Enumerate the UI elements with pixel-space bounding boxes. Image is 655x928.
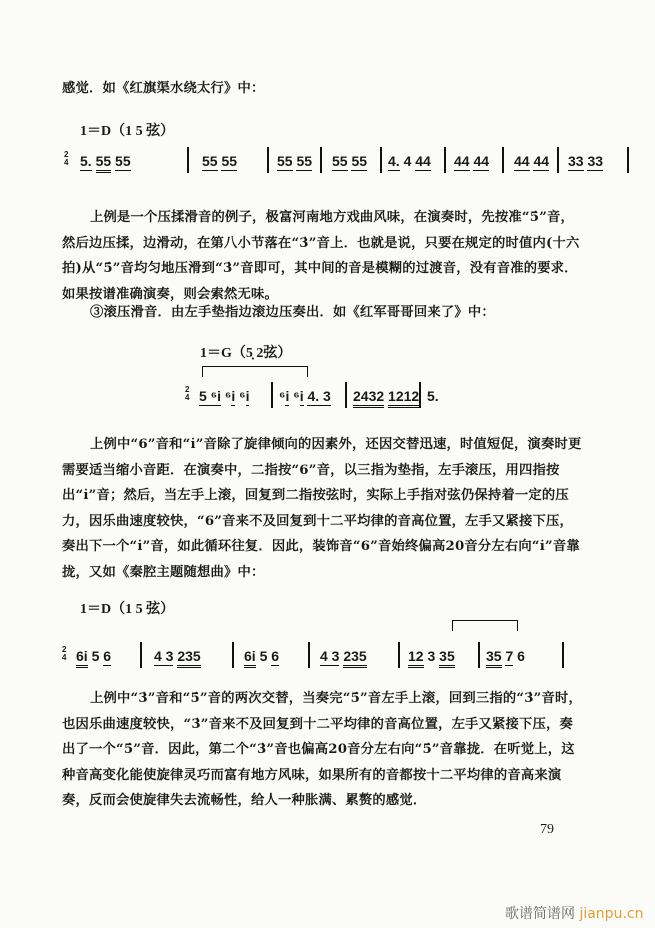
measure: 33 33 — [568, 153, 604, 169]
example2-key-signature: 1＝G（5̣ 2弦） — [200, 346, 292, 361]
barline — [419, 382, 421, 408]
measure: 4 3 235 — [320, 648, 367, 664]
barline — [345, 382, 347, 408]
barline — [380, 147, 382, 173]
barline — [502, 147, 504, 173]
measure: 5 ⁶i ⁶i ⁶i — [199, 388, 250, 404]
time-signature: 2 4 — [64, 150, 69, 167]
measure: 55 55 — [202, 153, 238, 169]
barline — [308, 642, 310, 668]
watermark-site: jianpu.cn — [579, 906, 644, 922]
barline — [320, 147, 322, 173]
example3-score — [62, 638, 582, 674]
example1-key-signature: 1＝D（1 5 弦） — [80, 124, 175, 139]
example3-key-signature: 1＝D（1 5 弦） — [80, 602, 175, 617]
example3-bracket — [452, 620, 518, 631]
page-number: 79 — [540, 822, 554, 837]
time-signature: 2 4 — [185, 385, 190, 402]
paragraph-3: 上例中“6”音和“i̇”音除了旋律倾向的因素外，还因交替迅速，时值短促，演奏时更需要适当缩小音距．在演奏中，二指按“6”音，以三指为垫指，左手滚压，用四指按出“i̇”音；然后，当左手上滚，回复到二指按弦时，实际上手指对弦仍保持着一定的压力，因乐曲速度较快，“6”音来不及回复到十二平均律的音高位置，左手又紧接下压，奏出下一个“i̇”音，如此循环往复．因此，装饰音“6”音始终偏高20音分左右向“i̇”音靠拢，又如《秦腔主题随想曲》中： — [62, 437, 582, 580]
barline — [562, 642, 564, 668]
measure: 6i 5 6 — [244, 648, 279, 664]
barline — [444, 147, 446, 173]
measure: 5. 55 55 — [80, 153, 131, 169]
paragraph-1: 上例是一个压揉滑音的例子，极富河南地方戏曲风味，在演奏时，先按准“5̇”音，然后边压揉，边滑动，在第八小节落在“3̇”音上．也就是说，只要在规定的时值内(十六拍)从“5̇”音均匀地压滑到“3̇”音即可，其中间的音是模糊的过渡音，没有音准的要求．如果按谱准确演奏，则会索然无味。 — [62, 210, 580, 302]
example2-score — [185, 378, 485, 414]
barline — [627, 147, 629, 173]
barline — [398, 642, 400, 668]
measure: 12 3 35 — [408, 648, 455, 664]
time-signature: 2 4 — [62, 645, 67, 662]
barline — [478, 642, 480, 668]
watermark-text: 歌谱简谱网 — [505, 906, 575, 922]
example2-bracket — [202, 366, 308, 377]
measure: ⁶i ⁶i 4. 3 — [279, 388, 331, 404]
measure: 5. — [427, 388, 439, 404]
paragraph-2: ③滚压滑音．由左手垫指边滚边压奏出．如《红军哥哥回来了》中： — [90, 305, 495, 320]
measure: 35 7 6 — [486, 648, 525, 664]
intro-line: 感觉．如《红旗渠水绕太行》中： — [62, 81, 265, 96]
barline — [557, 147, 559, 173]
measure: 6i 5 6 — [76, 648, 111, 664]
barline — [140, 642, 142, 668]
example1-score — [62, 143, 604, 179]
barline — [232, 642, 234, 668]
measure: 44 44 — [514, 153, 550, 169]
measure: 2432 1212 — [353, 388, 419, 404]
watermark — [505, 903, 643, 923]
measure: 44 44 — [454, 153, 490, 169]
measure: 55 55 — [277, 153, 313, 169]
barline — [267, 147, 269, 173]
barline — [271, 382, 273, 408]
measure: 55 55 — [332, 153, 368, 169]
measure: 4 3 235 — [154, 648, 201, 664]
measure: 4. 4 44 — [388, 153, 431, 169]
barline — [187, 147, 189, 173]
paragraph-4: 上例中“3̇”音和“5̇”音的两次交替，当奏完“5̇”音左手上滚，回到三指的“3̇”音时，也因乐曲速度较快，“3̇”音来不及回复到十二平均律的音高位置，左手又紧接下压，奏出了一个“5̇”音．因此，第二个“3̇”音也偏高20音分左右向“5̇”音靠拢．在听觉上，这种音高变化能使旋律灵巧而富有地方风味，如果所有的音都按十二平均律的音高来演奏，反而会使旋律失去流畅性，给人一种胀满、累赘的感觉． — [62, 691, 583, 808]
